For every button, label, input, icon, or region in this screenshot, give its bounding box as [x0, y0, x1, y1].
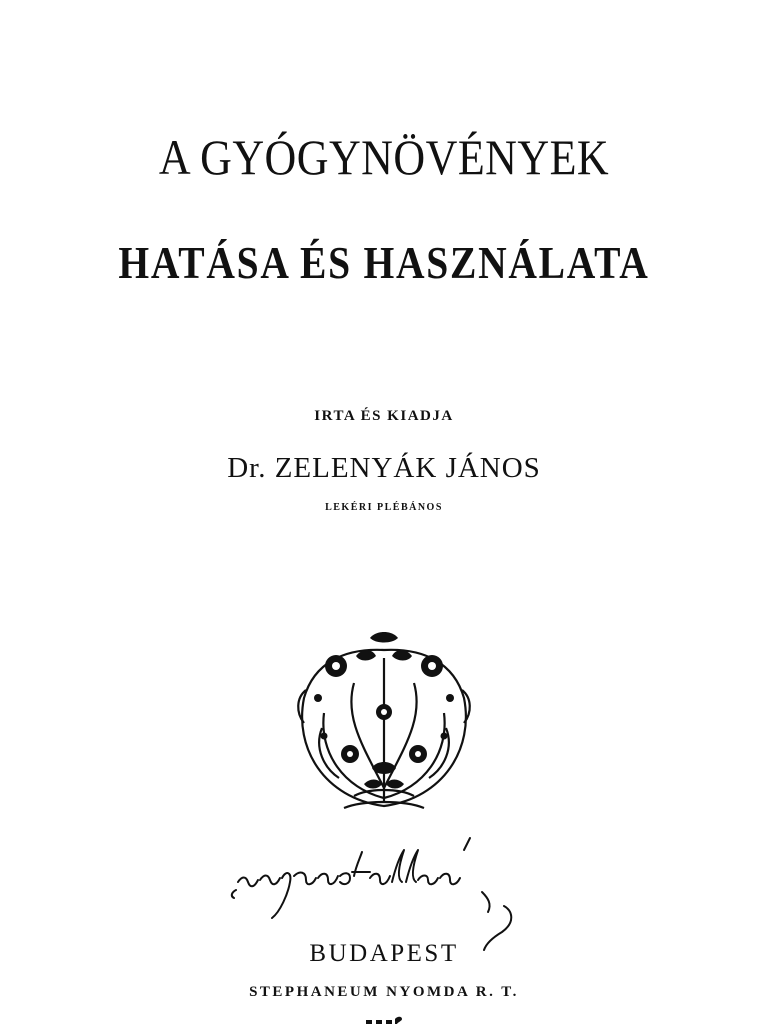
byline: IRTA ÉS KIADJA	[314, 408, 454, 424]
floral-ornament-icon	[284, 628, 484, 818]
handwritten-signature-icon	[220, 832, 540, 952]
book-title-line-1: A GYÓGYNÖVÉNYEK	[158, 129, 610, 185]
author-role: LEKÉRI PLÉBÁNOS	[325, 502, 443, 513]
author-name: Dr. ZELENYÁK JÁNOS	[227, 452, 541, 484]
book-title-line-2: HATÁSA ÉS HASZNÁLATA	[118, 237, 650, 288]
printer-name: STEPHANEUM NYOMDA R. T.	[249, 984, 519, 1000]
publication-city: BUDAPEST	[309, 940, 459, 967]
cropped-year-marks	[364, 1016, 404, 1024]
